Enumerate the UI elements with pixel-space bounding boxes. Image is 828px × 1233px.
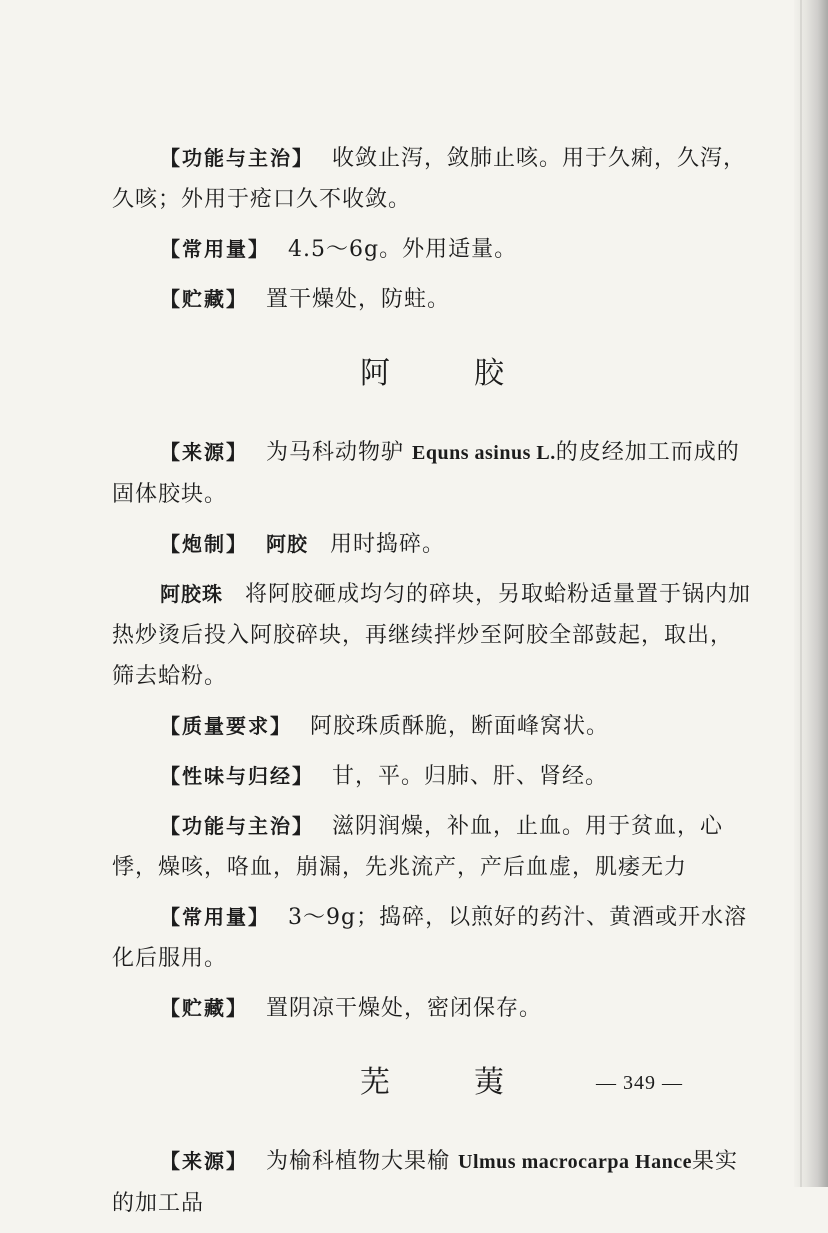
s1-storage-text: 置干燥处，防蛀。: [266, 287, 451, 312]
s2-function-label: 【功能与主治】: [160, 814, 314, 838]
s2-processing-sub-label: 阿胶: [266, 532, 308, 556]
s2-quality-paragraph: [112, 706, 752, 747]
s2-quality-text: 阿胶珠质酥脆，断面峰窝状。: [310, 714, 610, 739]
page-edge-line: [800, 0, 802, 1187]
s2-dosage-paragraph: [112, 897, 752, 979]
s3-source-paragraph: [112, 1141, 752, 1224]
s2-processing-label: 【炮制】: [160, 532, 248, 556]
s2-source-label: 【来源】: [160, 440, 248, 464]
s2-nature-paragraph: [112, 756, 752, 797]
s3-source-label: 【来源】: [160, 1149, 248, 1173]
s2-source-text-pre: 为马科动物驴: [266, 440, 405, 465]
s2-processing-text: 用时捣碎。: [330, 532, 446, 557]
s1-function-paragraph: [112, 138, 752, 220]
s2-storage-paragraph: [112, 988, 752, 1029]
s1-storage-label: 【贮藏】: [160, 287, 248, 311]
s3-source-text-pre: 为榆科植物大果榆: [266, 1149, 451, 1174]
s2-source-text-post: 的皮经加工而成的固体胶块。: [112, 440, 740, 507]
s3-source-text-post: 果实的加工品: [112, 1149, 738, 1216]
s2-dosage-text: 3～9g；捣碎，以煎好的药汁、黄酒或开水溶化后服用。: [112, 905, 748, 971]
s2-storage-label: 【贮藏】: [160, 996, 248, 1020]
s1-dosage-label: 【常用量】: [160, 237, 270, 261]
s2-dosage-label: 【常用量】: [160, 905, 270, 929]
s1-dosage-text: 4.5～6g。外用适量。: [288, 237, 518, 262]
s2-quality-label: 【质量要求】: [160, 714, 292, 738]
s2-entry-title: 阿胶: [360, 356, 588, 391]
s2-pearl-text: 将阿胶砸成均匀的碎块，另取蛤粉适量置于锅内加热炒烫后投入阿胶碎块，再继续拌炒至阿胶全部鼓起，取出，筛去蛤粉。: [112, 582, 752, 689]
s2-processing-paragraph: [112, 524, 752, 565]
s2-nature-label: 【性味与归经】: [160, 764, 314, 788]
s3-source-latin-name: Ulmus macrocarpa Hance: [458, 1151, 692, 1173]
document-body: [112, 138, 752, 1233]
s1-function-text: 收敛止泻，敛肺止咳。用于久痢，久泻，久咳；外用于疮口久不收敛。: [112, 146, 747, 212]
s2-storage-text: 置阴凉干燥处，密闭保存。: [266, 996, 543, 1021]
s2-pearl-label: 阿胶珠: [160, 582, 223, 606]
s1-function-label: 【功能与主治】: [160, 146, 314, 170]
s2-source-paragraph: [112, 432, 752, 515]
s1-dosage-paragraph: [112, 229, 752, 270]
s1-storage-paragraph: [112, 279, 752, 320]
s2-nature-text: 甘，平。归肺、肝、肾经。: [332, 764, 609, 789]
s2-pearl-paragraph: [112, 574, 752, 697]
s2-function-text: 滋阴润燥，补血，止血。用于贫血，心悸，燥咳，咯血，崩漏，先兆流产，产后血虚，肌痿无力: [112, 814, 724, 880]
s2-function-paragraph: [112, 806, 752, 888]
s2-source-latin-name: Equns asinus L.: [412, 442, 556, 464]
s3-entry-title: 芜荑: [360, 1065, 588, 1100]
page-number: — 349 —: [596, 1072, 683, 1094]
